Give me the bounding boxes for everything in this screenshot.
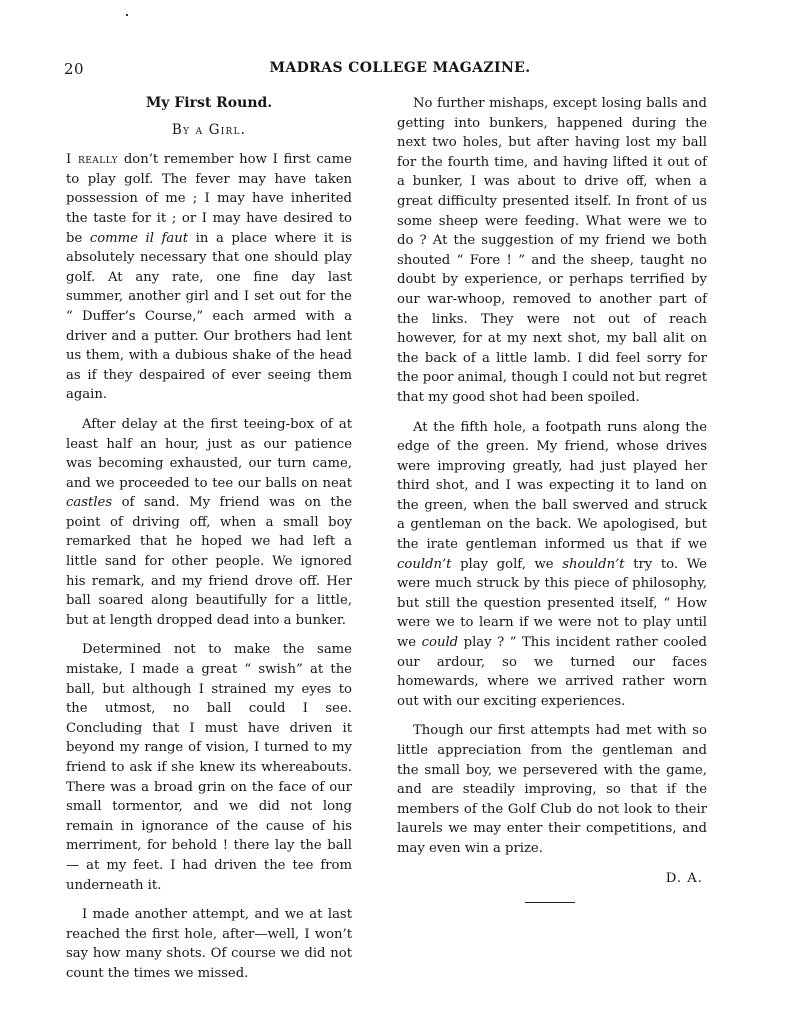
left-column xyxy=(66,94,352,994)
paragraph-text: play ? ” This incident rather cooled our ardour, so we turned our faces homewards, where we arrived rather worn out with our exciting experiences. xyxy=(397,635,707,709)
article-title: My First Round. xyxy=(145,95,273,111)
paragraph-text: play golf, we xyxy=(451,556,563,572)
paragraph-text: After delay at the first teeing-box of at least half an hour, just as our patience was becoming exhausted, our turn came, and we proceeded to tee our balls on neat xyxy=(66,416,352,491)
italic-phrase: couldn’t xyxy=(397,556,452,572)
paragraph-text: At the fifth hole, a footpath runs along the edge of the green. My friend, whose drives were improving greatly, had just played her third shot, and I was expecting it to land on the green, when the ball swerved and struck a gentleman on the back. We apologised, but the irate gentleman informed us that if we xyxy=(397,419,707,553)
paragraph-1 xyxy=(66,150,352,405)
paragraph-text: try to. We were much struck by this piece of philosophy, but still the question presented itself, “ How were we to learn if we were not to play until we xyxy=(397,556,707,651)
paragraph-4: I made another attempt, and we at last reached the first hole, after—well, I won’t say how many shots. Of course we did not count the times we missed. xyxy=(66,907,352,981)
paragraph-text: in a place where it is absolutely necessary that one should play golf. At any rate, one fine day last summer, another girl and I set out for the “ Duffer’s Course,” each armed with a driver and a putter. Our brothers had lent us them, with a dubious shake of the head as if they despaired of ever seeing them again. xyxy=(66,230,352,403)
italic-phrase: shouldn’t xyxy=(562,556,625,572)
italic-phrase: comme il faut xyxy=(89,230,189,246)
article-byline: By a Girl. xyxy=(171,121,247,138)
italic-phrase: castles xyxy=(66,495,113,511)
magazine-title: MADRAS COLLEGE MAGAZINE. xyxy=(269,60,531,76)
italic-phrase: could xyxy=(421,635,459,651)
paragraph-7: Though our first attempts had met with so little appreciation from the gentleman and the small boy, we persevered with the game, and are steadily improving, so that if the members of the Golf Club do not look to their laurels we may enter their competitions, and may even win a prize. xyxy=(397,723,707,856)
author-signature: D. A. xyxy=(665,870,703,886)
ink-speck xyxy=(126,14,128,16)
right-column xyxy=(397,94,707,903)
page-header xyxy=(64,60,706,82)
paragraph-6 xyxy=(397,418,707,712)
paragraph-text: don’t remember how I first came to play golf. The fever may have taken possession of me ; I may have inherited the taste for it ; or I may have desired to be xyxy=(66,152,352,246)
paragraph-text: of sand. My friend was on the point of driving off, when a small boy remarked that he hoped we had left a little sand for other people. We ignored his remark, and my friend drove off. Her ball soared along beautifully for a little, but at length dropped dead into a bunker. xyxy=(66,495,352,628)
page-number: 20 xyxy=(64,60,84,78)
end-rule xyxy=(525,902,575,903)
paragraph-3: Determined not to make the same mistake, I made a great “ swish” at the ball, but although I strained my eyes to the utmost, no ball could I see. Concluding that I must have driven it beyond my range of vision, I turned to my friend to ask if she knew its whereabouts. There was a broad grin on the face of our small tormentor, and we did not long remain in ignorance of the cause of his merriment, for behold ! there lay the ball — at my feet. I had driven the tee from underneath it. xyxy=(66,642,352,893)
paragraph-2 xyxy=(66,415,352,631)
paragraph-5: No further mishaps, except losing balls and getting into bunkers, happened during the next two holes, but after having lost my ball for the fourth time, and having lifted it out of a bunker, I was about to drive off, when a great difficulty presented itself. In front of us some sheep were feeding. What were we to do ? At the suggestion of my friend we both shouted “ Fore ! ” and the sheep, taught no doubt by experience, or perhaps terrified by our war-whoop, removed to another part of the links. They were not out of reach however, for at my next shot, my ball alit on the back of a little lamb. I did feel sorry for the poor animal, though I could not but regret that my good shot had been spoiled. xyxy=(397,96,707,405)
paragraph-lead-in: I really xyxy=(66,152,119,168)
